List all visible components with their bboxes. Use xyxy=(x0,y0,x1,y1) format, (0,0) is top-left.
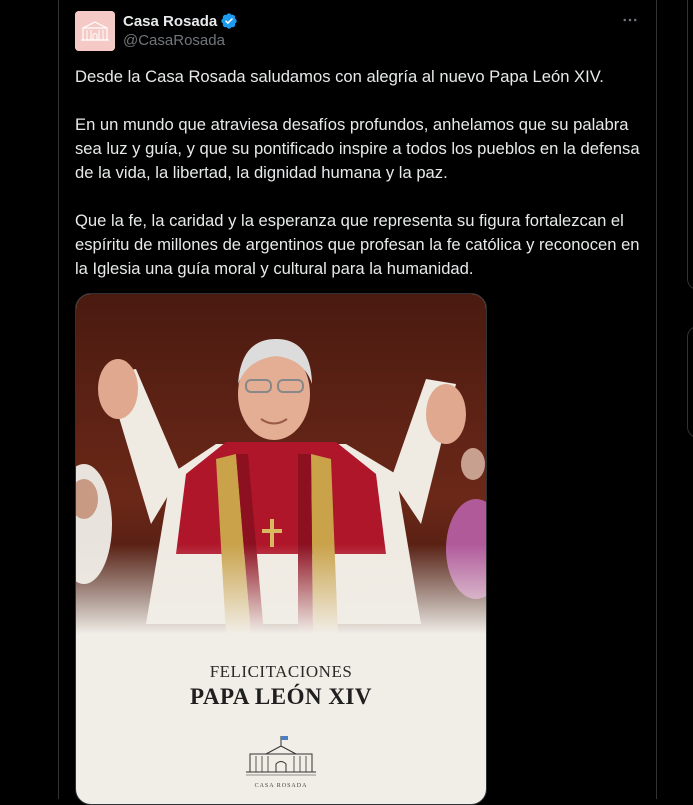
sidebar-card[interactable] xyxy=(687,326,693,438)
media-heading: FELICITACIONES xyxy=(209,662,353,681)
sidebar-card[interactable] xyxy=(687,0,693,290)
verified-badge-icon xyxy=(220,12,238,30)
avatar[interactable] xyxy=(75,11,115,51)
tweet-image[interactable] xyxy=(75,293,487,805)
pope-photo xyxy=(76,294,486,634)
tweet-paragraph: Que la fe, la caridad y la esperanza que representa su figura fortalezcan el espíritu de millones de argentinos que profesan la fe católica y reconocen en la Iglesia una guía moral y cultural para la humanidad. xyxy=(75,211,640,278)
logo-label: CASA ROSADA xyxy=(254,783,308,789)
tweet-text xyxy=(75,65,645,305)
tweet[interactable] xyxy=(59,0,656,799)
casa-rosada-building-icon xyxy=(244,734,318,778)
tweet-paragraph: Desde la Casa Rosada saludamos con alegría al nuevo Papa León XIV. xyxy=(75,67,604,86)
timeline-right-border xyxy=(656,0,657,799)
casa-rosada-logo-icon xyxy=(75,11,115,51)
tweet-paragraph: En un mundo que atraviesa desafíos profundos, anhelamos que su palabra sea luz y guía, y que su pontificado inspire a todos los pueblos en la defensa de la vida, la libertad, la dignidad humana y la paz. xyxy=(75,115,640,182)
author-handle[interactable]: @CasaRosada xyxy=(123,32,225,49)
author-name-row[interactable] xyxy=(123,11,238,31)
author-name[interactable]: Casa Rosada xyxy=(123,12,218,30)
media-title: PAPA LEÓN XIV xyxy=(190,684,372,709)
more-horizontal-icon[interactable] xyxy=(615,10,645,30)
